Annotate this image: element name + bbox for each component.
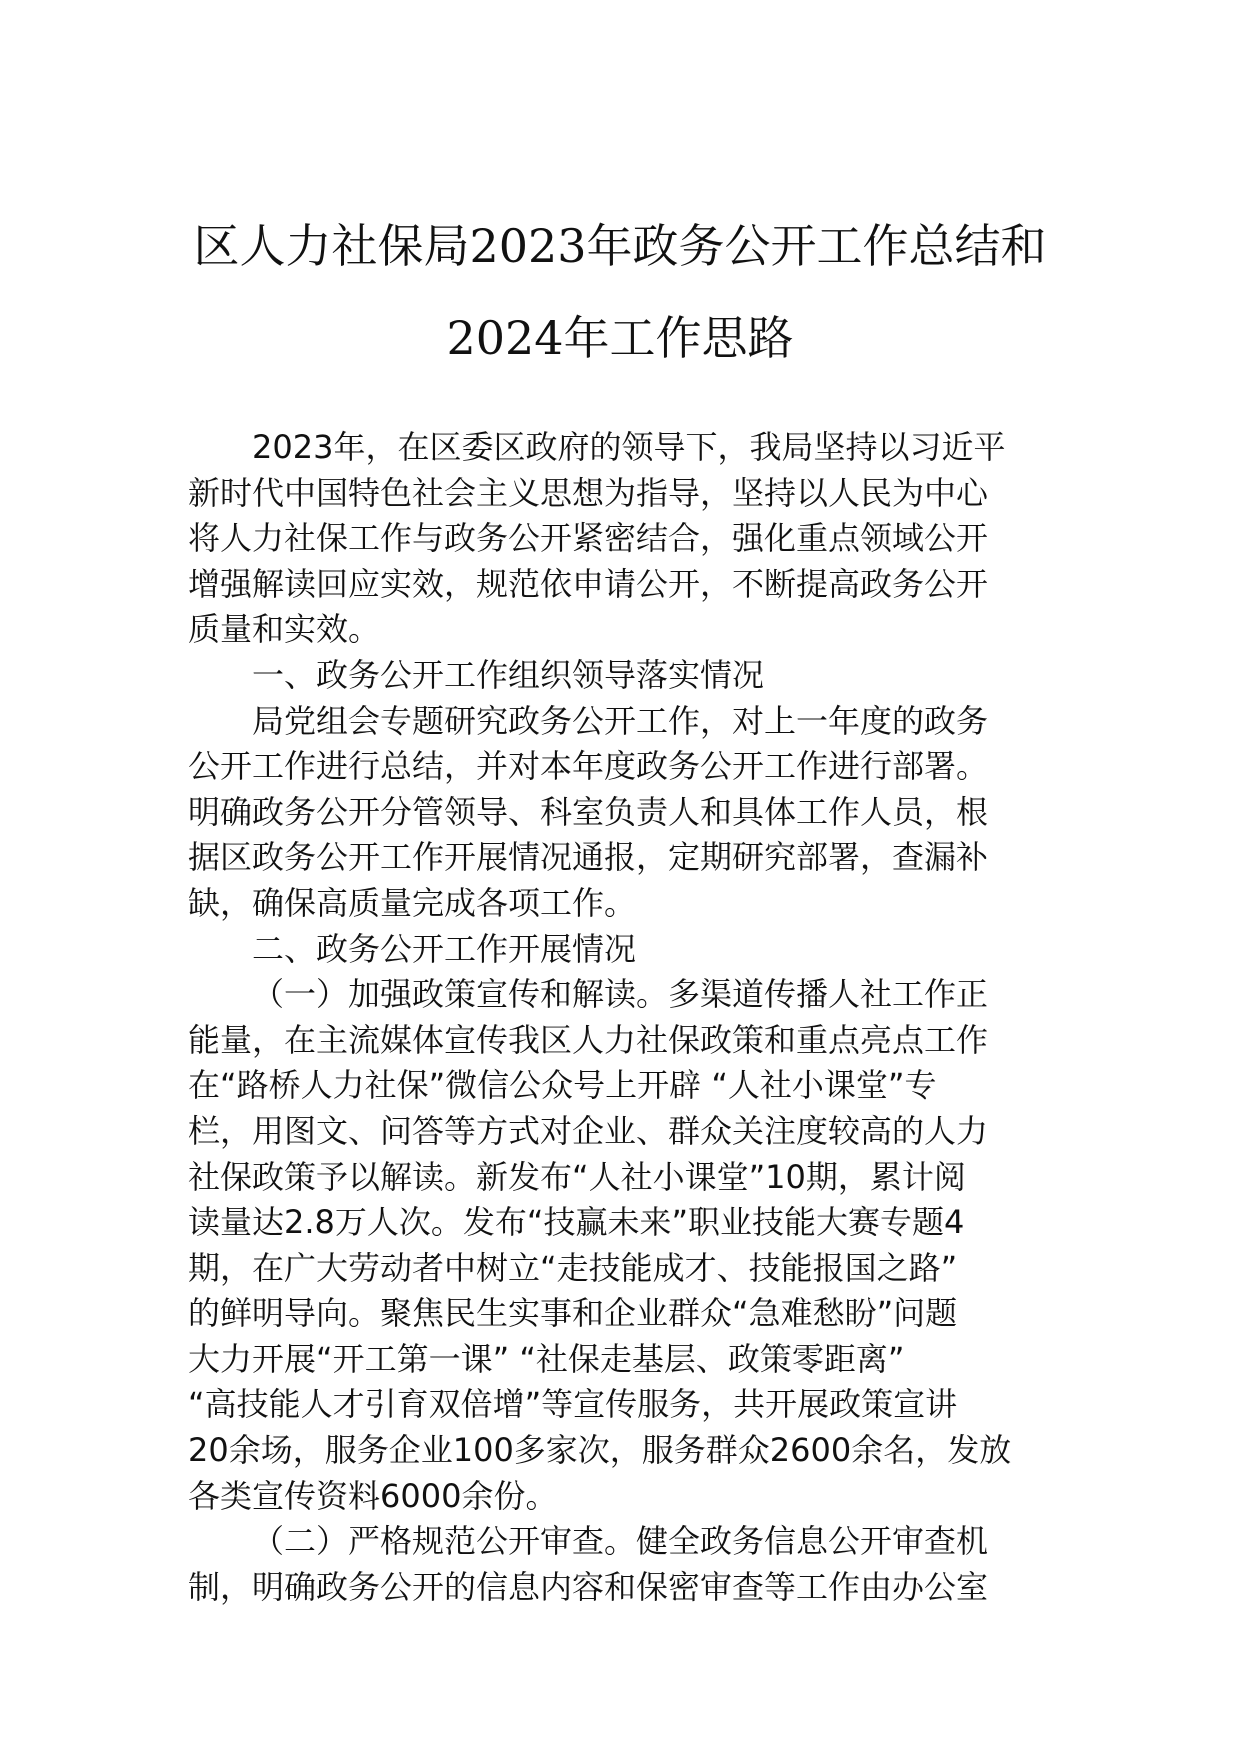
- body-line: （一）加强政策宣传和解读。多渠道传播人社工作正: [252, 975, 989, 1014]
- body-line: 的鲜明导向。聚焦民生实事和企业群众“急难愁盼”问题: [188, 1294, 958, 1333]
- body-line: 一、政务公开工作组织领导落实情况: [252, 655, 765, 694]
- body-line: 制，明确政务公开的信息内容和保密审查等工作由办公室: [188, 1567, 989, 1606]
- body-line: 据区政务公开工作开展情况通报，定期研究部署，查漏补: [188, 838, 989, 877]
- body-line: 社保政策予以解读。新发布“人社小课堂”10期，累计阅: [188, 1157, 966, 1196]
- body-line: 缺，确保高质量完成各项工作。: [188, 883, 637, 922]
- body-line: “高技能人才引育双倍增”等宣传服务，共开展政策宣讲: [188, 1385, 958, 1424]
- title-line-2: 2024年工作思路: [446, 311, 794, 365]
- body-line: 在“路桥人力社保”微信公众号上开辟 “人社小课堂”专: [188, 1066, 937, 1105]
- body-line: 读量达2.8万人次。发布“技赢未来”职业技能大赛专题4: [188, 1203, 965, 1242]
- body-line: 各类宣传资料6000余份。: [188, 1476, 558, 1515]
- body-line: 大力开展“开工第一课” “社保走基层、政策零距离”: [188, 1339, 905, 1378]
- body-line: 公开工作进行总结，并对本年度政务公开工作进行部署。: [188, 747, 989, 786]
- document-title: [0, 200, 1240, 384]
- document-body: [188, 425, 1054, 1610]
- body-line: 栏，用图文、问答等方式对企业、群众关注度较高的人力: [188, 1111, 989, 1150]
- body-line: 2023年，在区委区政府的领导下，我局坚持以习近平: [252, 428, 1006, 466]
- body-line: 二、政务公开工作开展情况: [252, 929, 637, 968]
- body-line: 20余场，服务企业100多家次，服务群众2600余名，发放: [188, 1431, 1012, 1470]
- body-line: 明确政务公开分管领导、科室负责人和具体工作人员，根: [188, 792, 989, 831]
- title-line-1: 区人力社保局2023年政务公开工作总结和: [193, 219, 1047, 273]
- body-line: 将人力社保工作与政务公开紧密结合，强化重点领域公开: [188, 519, 989, 558]
- body-line: 局党组会专题研究政务公开工作，对上一年度的政务: [252, 701, 989, 740]
- body-line: （二）严格规范公开审查。健全政务信息公开审查机: [252, 1522, 989, 1561]
- body-line: 新时代中国特色社会主义思想为指导，坚持以人民为中心: [188, 473, 989, 512]
- body-line: 质量和实效。: [188, 610, 381, 649]
- body-line: 增强解读回应实效，规范依申请公开，不断提高政务公开: [188, 564, 989, 603]
- body-line: 期，在广大劳动者中树立“走技能成才、技能报国之路”: [188, 1248, 958, 1287]
- body-line: 能量，在主流媒体宣传我区人力社保政策和重点亮点工作: [188, 1020, 989, 1059]
